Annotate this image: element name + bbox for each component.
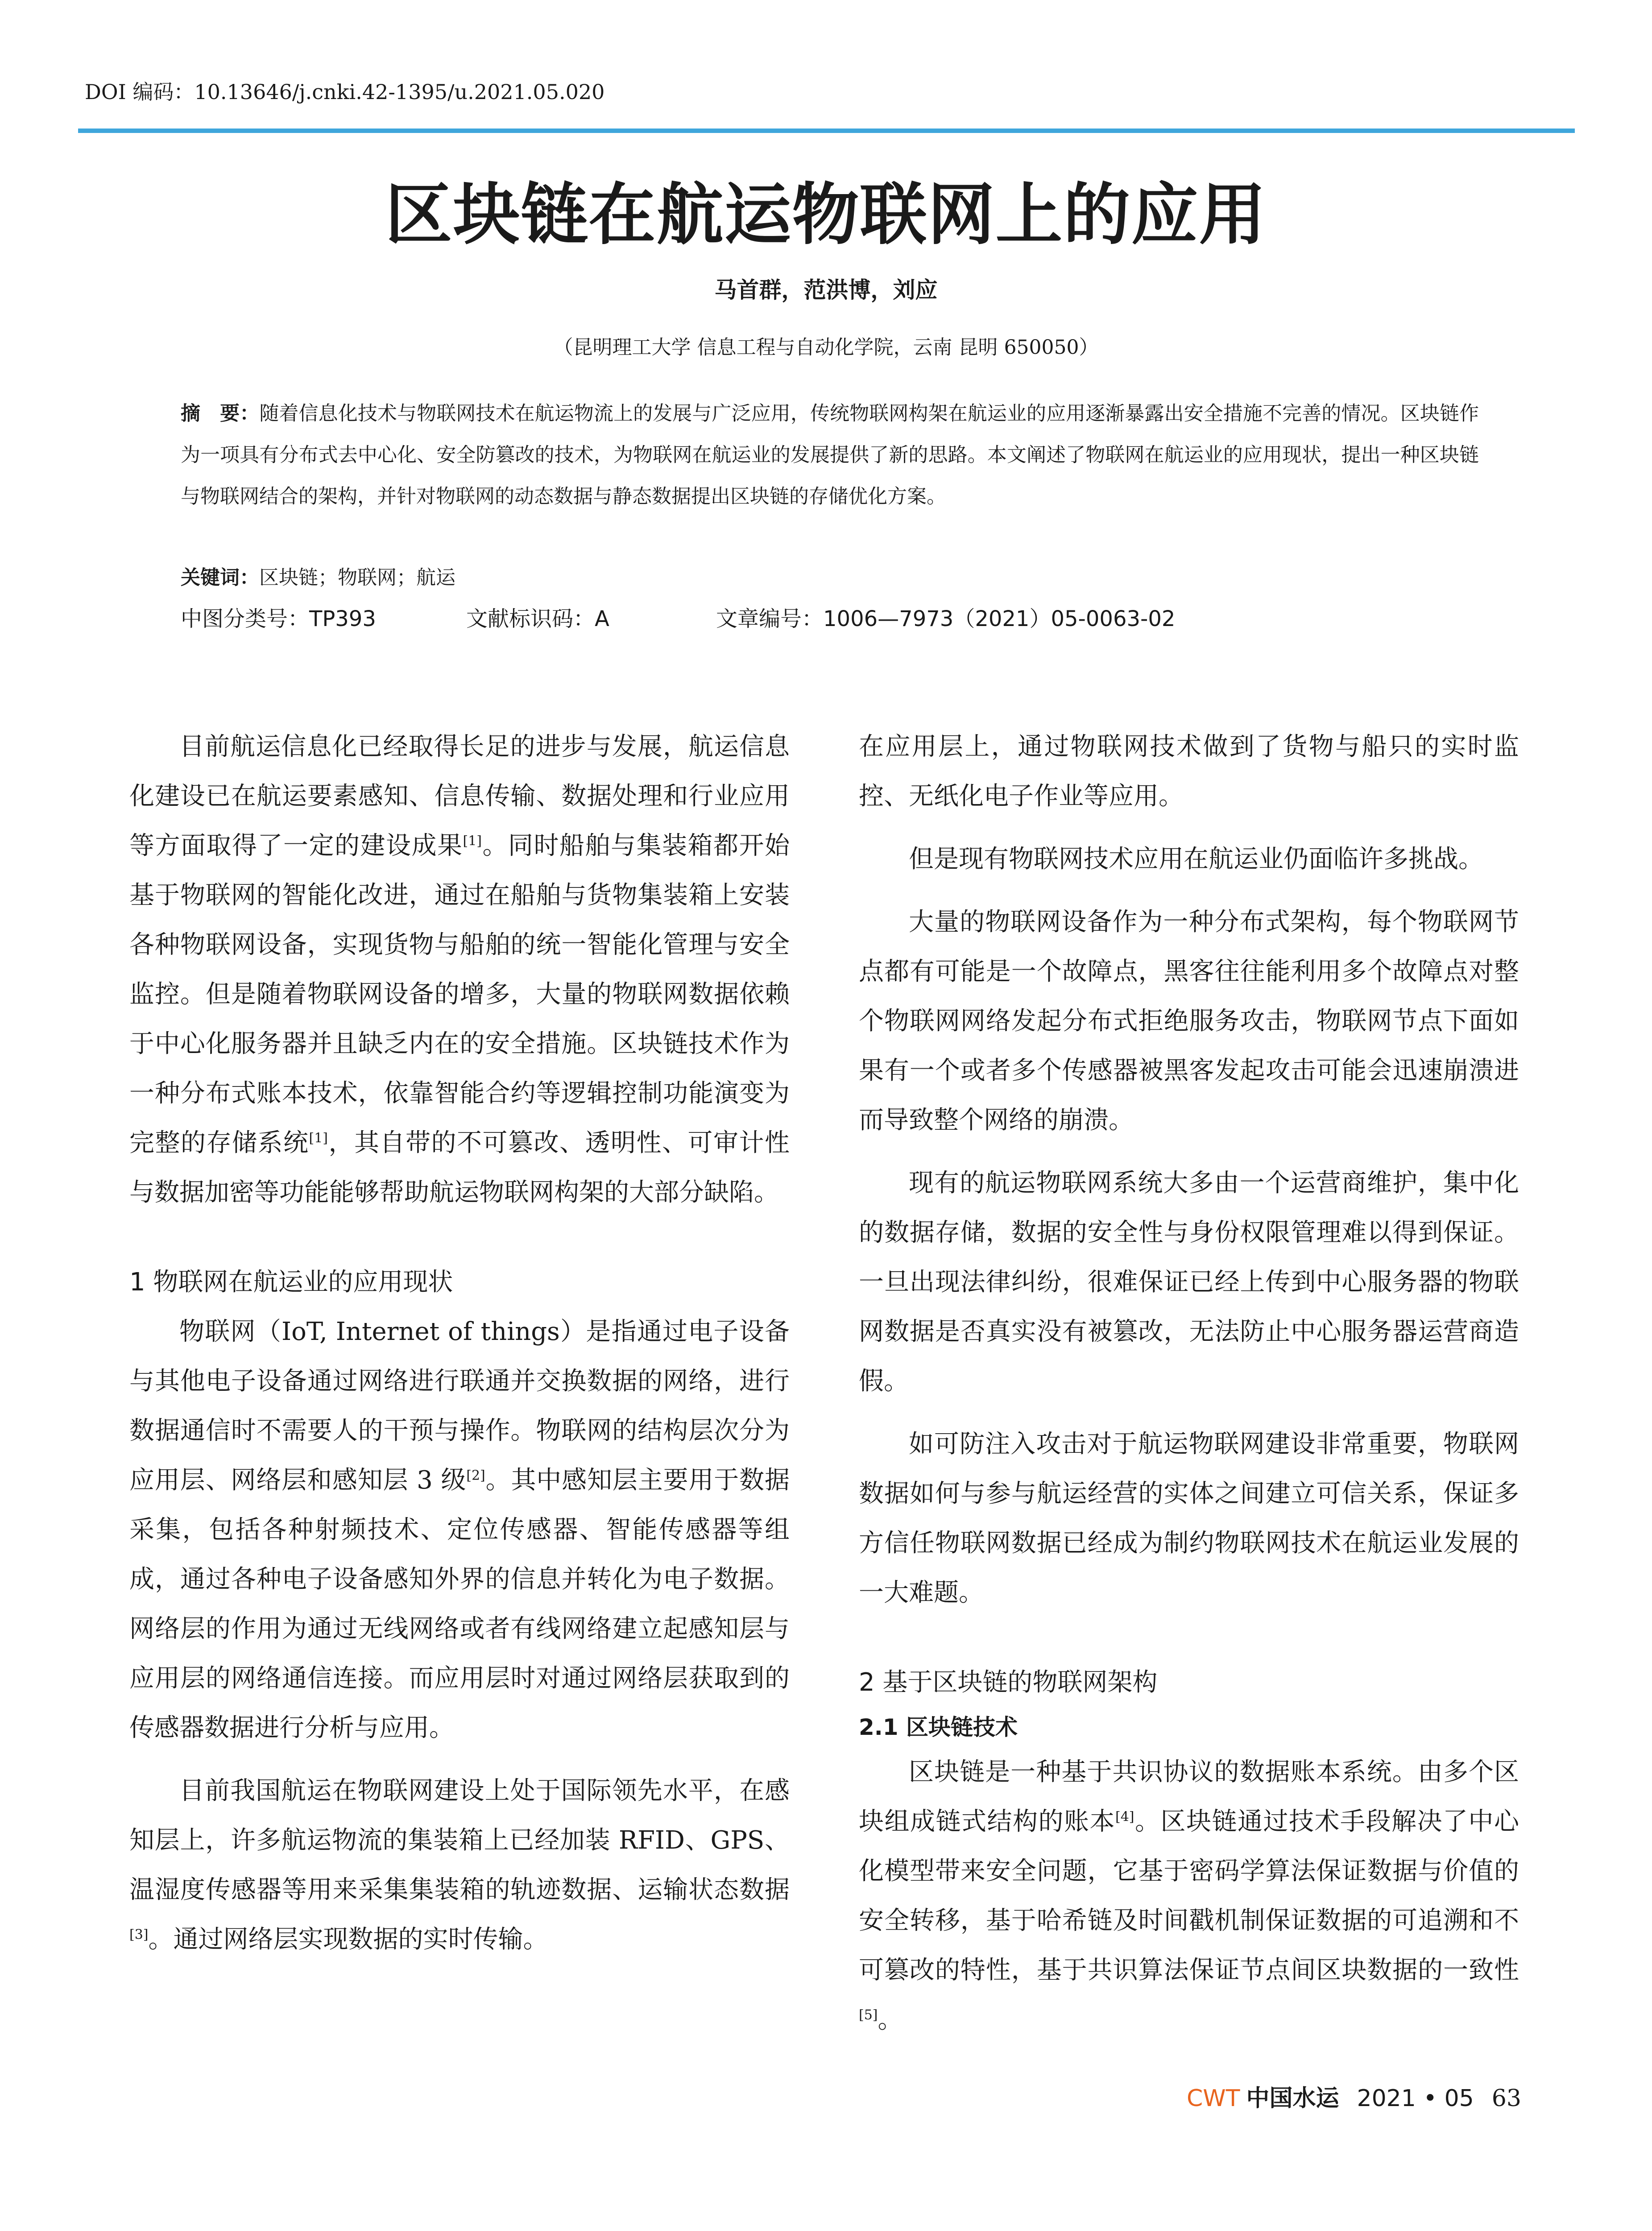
citation: [3] — [129, 1927, 149, 1943]
text: 目前航运信息化已经取得长足的进步与发展，航运信息化建设已在航运要素感知、信息传输、数据处理和行业应用等方面取得了一定的建设成果 — [129, 732, 790, 860]
text: 目前我国航运在物联网建设上处于国际领先水平，在感知层上，许多航运物流的集装箱上已经加装 RFID、GPS、温湿度传感器等用来采集集装箱的轨迹数据、运输状态数据 — [129, 1776, 790, 1904]
abstract — [181, 393, 1479, 517]
right-column — [859, 722, 1519, 2044]
left-column — [129, 722, 790, 1964]
page-footer — [1187, 2079, 1521, 2113]
text: 。同时船舶与集装箱都开始基于物联网的智能化改进，通过在船舶与货物集装箱上安装各种物联网设备，实现货物与船舶的统一智能化管理与安全监控。但是随着物联网设备的增多，大量的物联网数据依赖于中心化服务器并且缺乏内在的安全措施。区块链技术作为一种分布式账本技术，依靠智能合约等逻辑控制功能演变为完整的存储系统 — [129, 831, 790, 1157]
paragraph — [129, 1766, 790, 1964]
text: 区块链是一种基于共识协议的数据账本系统。由多个区块组成链式结构的账本 — [859, 1758, 1519, 1836]
text: 物联网（IoT, Internet of things）是指通过电子设备与其他电子设备通过网络进行联通并交换数据的网络，进行数据通信时不需要人的干预与操作。物联网的结构层次分为应用层、网络层和感知层 3 级 — [129, 1317, 790, 1495]
paragraph: 大量的物联网设备作为一种分布式架构，每个物联网节点都有可能是一个故障点，黑客往往能利用多个故障点对整个物联网网络发起分布式拒绝服务攻击，物联网节点下面如果有一个或者多个传感器被黑客发起攻击可能会迅速崩溃进而导致整个网络的崩溃。 — [859, 908, 1519, 1135]
citation: [1] — [309, 1130, 328, 1146]
affiliation: （昆明理工大学 信息工程与自动化学院，云南 昆明 650050） — [553, 336, 1099, 359]
issue-number: 2021 • 05 — [1357, 2085, 1474, 2112]
header-rule — [78, 129, 1575, 133]
keywords-text: 区块链；物联网；航运 — [259, 566, 455, 589]
clc-number: 中图分类号：TP393 — [181, 606, 376, 631]
paragraph: 在应用层上，通过物联网技术做到了货物与船只的实时监控、无纸化电子作业等应用。 — [859, 732, 1519, 811]
doi-line: DOI 编码：10.13646/j.cnki.42-1395/u.2021.05.020 — [85, 80, 605, 104]
text: 。 — [878, 2005, 903, 2034]
keywords — [181, 561, 455, 590]
journal-name: 中国水运 — [1246, 2085, 1339, 2112]
keywords-label: 关键词： — [181, 566, 259, 589]
classification-line — [181, 601, 1479, 633]
citation: [5] — [859, 2007, 878, 2023]
citation: [4] — [1115, 1809, 1134, 1825]
page-number: 63 — [1491, 2085, 1521, 2112]
citation: [1] — [463, 833, 482, 849]
document-code: 文献标识码：A — [466, 606, 609, 631]
journal-logo: CWT — [1187, 2085, 1240, 2112]
paragraph — [129, 1307, 790, 1753]
paragraph: 但是现有物联网技术应用在航运业仍面临许多挑战。 — [909, 845, 1483, 874]
paragraph: 现有的航运物联网系统大多由一个运营商维护，集中化的数据存储，数据的安全性与身份权限管理难以得到保证。一旦出现法律纠纷，很难保证已经上传到中心服务器的物联网数据是否真实没有被篡改，无法防止中心服务器运营商造假。 — [859, 1169, 1519, 1396]
article-title: 区块链在航运物联网上的应用 — [385, 175, 1267, 254]
section-heading-2: 2 基于区块链的物联网架构 — [859, 1668, 1158, 1697]
section-heading-1: 1 物联网在航运业的应用现状 — [129, 1268, 453, 1297]
abstract-text: 随着信息化技术与物联网技术在航运物流上的发展与广泛应用，传统物联网构架在航运业的应用逐渐暴露出安全措施不完善的情况。区块链作为一项具有分布式去中心化、安全防篡改的技术，为物联网在航运业的发展提供了新的思路。本文阐述了物联网在航运业的应用现状，提出一种区块链与物联网结合的架构，并针对物联网的动态数据与静态数据提出区块链的存储优化方案。 — [181, 402, 1479, 508]
paragraph — [129, 722, 790, 1217]
text: ，其自带的不可篡改、透明性、可审计性与数据加密等功能能够帮助航运物联网构架的大部分缺陷。 — [129, 1128, 790, 1207]
authors: 马首群，范洪博，刘应 — [714, 277, 938, 303]
subsection-heading-2-1: 2.1 区块链技术 — [859, 1714, 1018, 1740]
abstract-label: 摘 要： — [181, 402, 260, 425]
article-number: 文章编号：1006—7973（2021）05-0063-02 — [716, 606, 1176, 631]
citation: [2] — [466, 1468, 485, 1484]
paragraph — [859, 1747, 1519, 2044]
text: 。通过网络层实现数据的实时传输。 — [148, 1925, 548, 1954]
paragraph: 如可防注入攻击对于航运物联网建设非常重要，物联网数据如何与参与航运经营的实体之间建立可信关系，保证多方信任物联网数据已经成为制约物联网技术在航运业发展的一大难题。 — [859, 1430, 1519, 1607]
text: 。区块链通过技术手段解决了中心化模型带来安全问题，它基于密码学算法保证数据与价值的安全转移，基于哈希链及时间戳机制保证数据的可追溯和不可篡改的特性，基于共识算法保证节点间区块数据的一致性 — [859, 1807, 1519, 1985]
text: 。其中感知层主要用于数据采集，包括各种射频技术、定位传感器、智能传感器等组成，通过各种电子设备感知外界的信息并转化为电子数据。网络层的作用为通过无线网络或者有线网络建立起感知层与应用层的网络通信连接。而应用层时对通过网络层获取到的传感器数据进行分析与应用。 — [129, 1466, 790, 1742]
